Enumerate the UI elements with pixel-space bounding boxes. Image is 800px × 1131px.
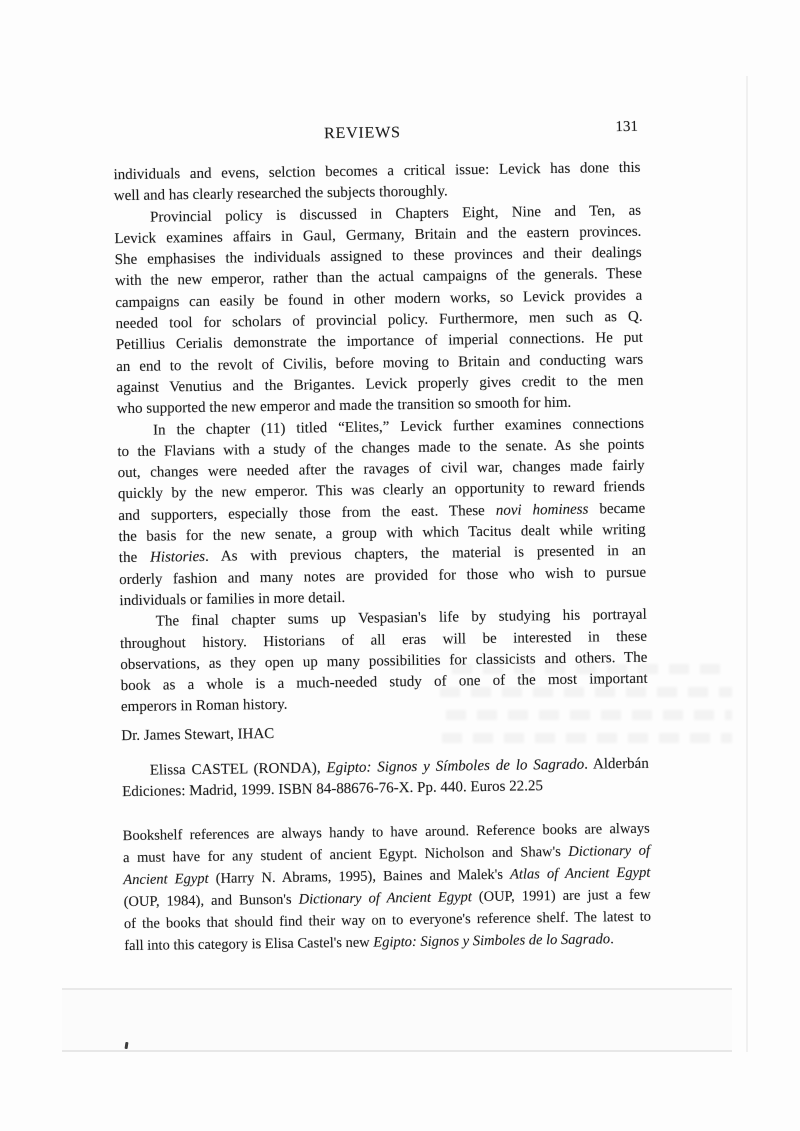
text-segment: Dictionary of Ancient Egypt (298, 888, 472, 908)
paragraph (113, 158, 641, 208)
text-segment: and supporters, especially those from the east. These (118, 502, 496, 524)
text-segment: emperors in Roman history. (120, 697, 288, 716)
page-number: 131 (615, 118, 639, 136)
paragraph (123, 817, 652, 956)
text-segment: observations, as they open up many possibilities for classicists and others. The (120, 649, 648, 673)
text-segment: She emphasises the individuals assigned to these provinces and their dealings (114, 244, 642, 269)
text-segment: Elissa CASTEL (RONDA), (149, 760, 327, 779)
text-segment: Ancient Egypt (123, 870, 209, 888)
text-segment: throughout history. Historians of all eras will be interested in these (119, 628, 648, 652)
text-segment: quickly by the new emperor. This was clearly an opportunity to reward friends (117, 479, 646, 503)
text-segment: individuals and evens, selction becomes a critical issue: Levick has done this (113, 159, 641, 184)
text-segment: Egipto: Signos y Simboles de lo Sagrado (373, 930, 611, 951)
text-segment: orderly fashion and many notes are provided for those who wish to pursue (119, 564, 647, 588)
bleed-through-text-line (440, 687, 732, 697)
text-segment: Egipto: Signos y Símboles de lo Sagrado (326, 756, 585, 777)
text-segment: the basis for the new senate, a group with which Tacitus dealt while writing (118, 521, 646, 546)
page-content (113, 118, 652, 957)
text-segment: out, changes were needed after the ravages of civil war, changes made fairly (117, 457, 645, 482)
text-segment: Bookshelf references are always handy to have around. Reference books are always (122, 820, 650, 844)
text-segment: Levick examines affairs in Gaul, Germany, Britain and the eastern provinces. (114, 223, 642, 248)
text-segment: . (610, 930, 614, 947)
text-segment: needed tool for scholars of provincial policy. Furthermore, men such as Q. (115, 308, 643, 333)
text-segment: novi hominess (495, 501, 589, 519)
review-1-body-text (113, 158, 648, 719)
text-segment: (OUP, 1984), and Bunson's (123, 891, 299, 910)
text-segment: Histories (149, 549, 206, 567)
paragraph (114, 200, 644, 420)
book-citation (122, 754, 650, 804)
text-segment: The final chapter sums up Vespasian's life by studying his portrayal (155, 606, 647, 630)
running-head-title: REVIEWS (323, 124, 401, 143)
review-2-body-text (123, 817, 652, 956)
text-segment: the (118, 550, 151, 567)
text-segment: book as a whole is a much-needed study of one of the most important (120, 670, 648, 695)
text-segment: Provincial policy is discussed in Chapters Eight, Nine and Ten, as (149, 202, 642, 226)
text-segment: In the chapter (11) titled “Elites,” Levick further examines connections (152, 415, 645, 439)
text-segment: fall into this category is Elisa Castel's new (124, 934, 374, 954)
paragraph (120, 605, 648, 719)
scanner-artifact-band (62, 988, 732, 1052)
bleed-through-text-line (446, 710, 732, 720)
scan-page-edge-line (746, 76, 748, 1052)
text-segment: individuals or families in more detail. (119, 589, 346, 610)
text-segment: Ediciones: Madrid, 1999. ISBN 84-88676-76-X. Pp. 440. Euros 22.25 (122, 778, 544, 801)
text-segment: Atlas of Ancient Egypt (509, 864, 651, 883)
text-segment: campaigns can easily be found in other modern works, so Levick provides a (115, 287, 643, 311)
text-segment: . As with previous chapters, the material is presented in an (204, 543, 646, 566)
text-segment: (Harry N. Abrams, 1995), Baines and Malek's (208, 866, 511, 887)
page-header (113, 118, 640, 150)
paragraph (122, 754, 650, 804)
reviewer-signature: Dr. James Stewart, IHAC (121, 725, 275, 744)
bleed-through-text-line (442, 733, 732, 743)
text-segment: became (588, 500, 646, 518)
text-segment: with the new emperor, rather than the actual campaigns of the generals. These (114, 266, 643, 290)
text-segment: of the books that should find their way on to everyone's reference shelf. The latest to (123, 908, 652, 932)
text-segment: to the Flavians with a study of the changes made to the senate. As she points (117, 436, 645, 460)
text-segment: a must have for any student of ancient Egypt. Nicholson and Shaw's (122, 843, 569, 866)
text-segment: Dictionary of (568, 842, 651, 860)
text-segment: who supported the new emperor and made the transition so smooth for him. (116, 395, 572, 418)
text-segment: an end to the revolt of Civilis, before moving to Britain and conducting wars (116, 351, 644, 375)
text-segment: well and has clearly researched the subjects thoroughly. (113, 183, 448, 205)
bleed-through-text-line (452, 664, 730, 674)
text-segment: . Alderbán (584, 755, 649, 773)
text-segment: (OUP, 1991) are just a few (471, 886, 651, 905)
text-segment: Petillius Cerialis demonstrate the importance of imperial connections. He put (115, 330, 643, 354)
paragraph (117, 413, 647, 612)
text-segment: against Venutius and the Brigantes. Levick properly gives credit to the men (116, 372, 644, 397)
